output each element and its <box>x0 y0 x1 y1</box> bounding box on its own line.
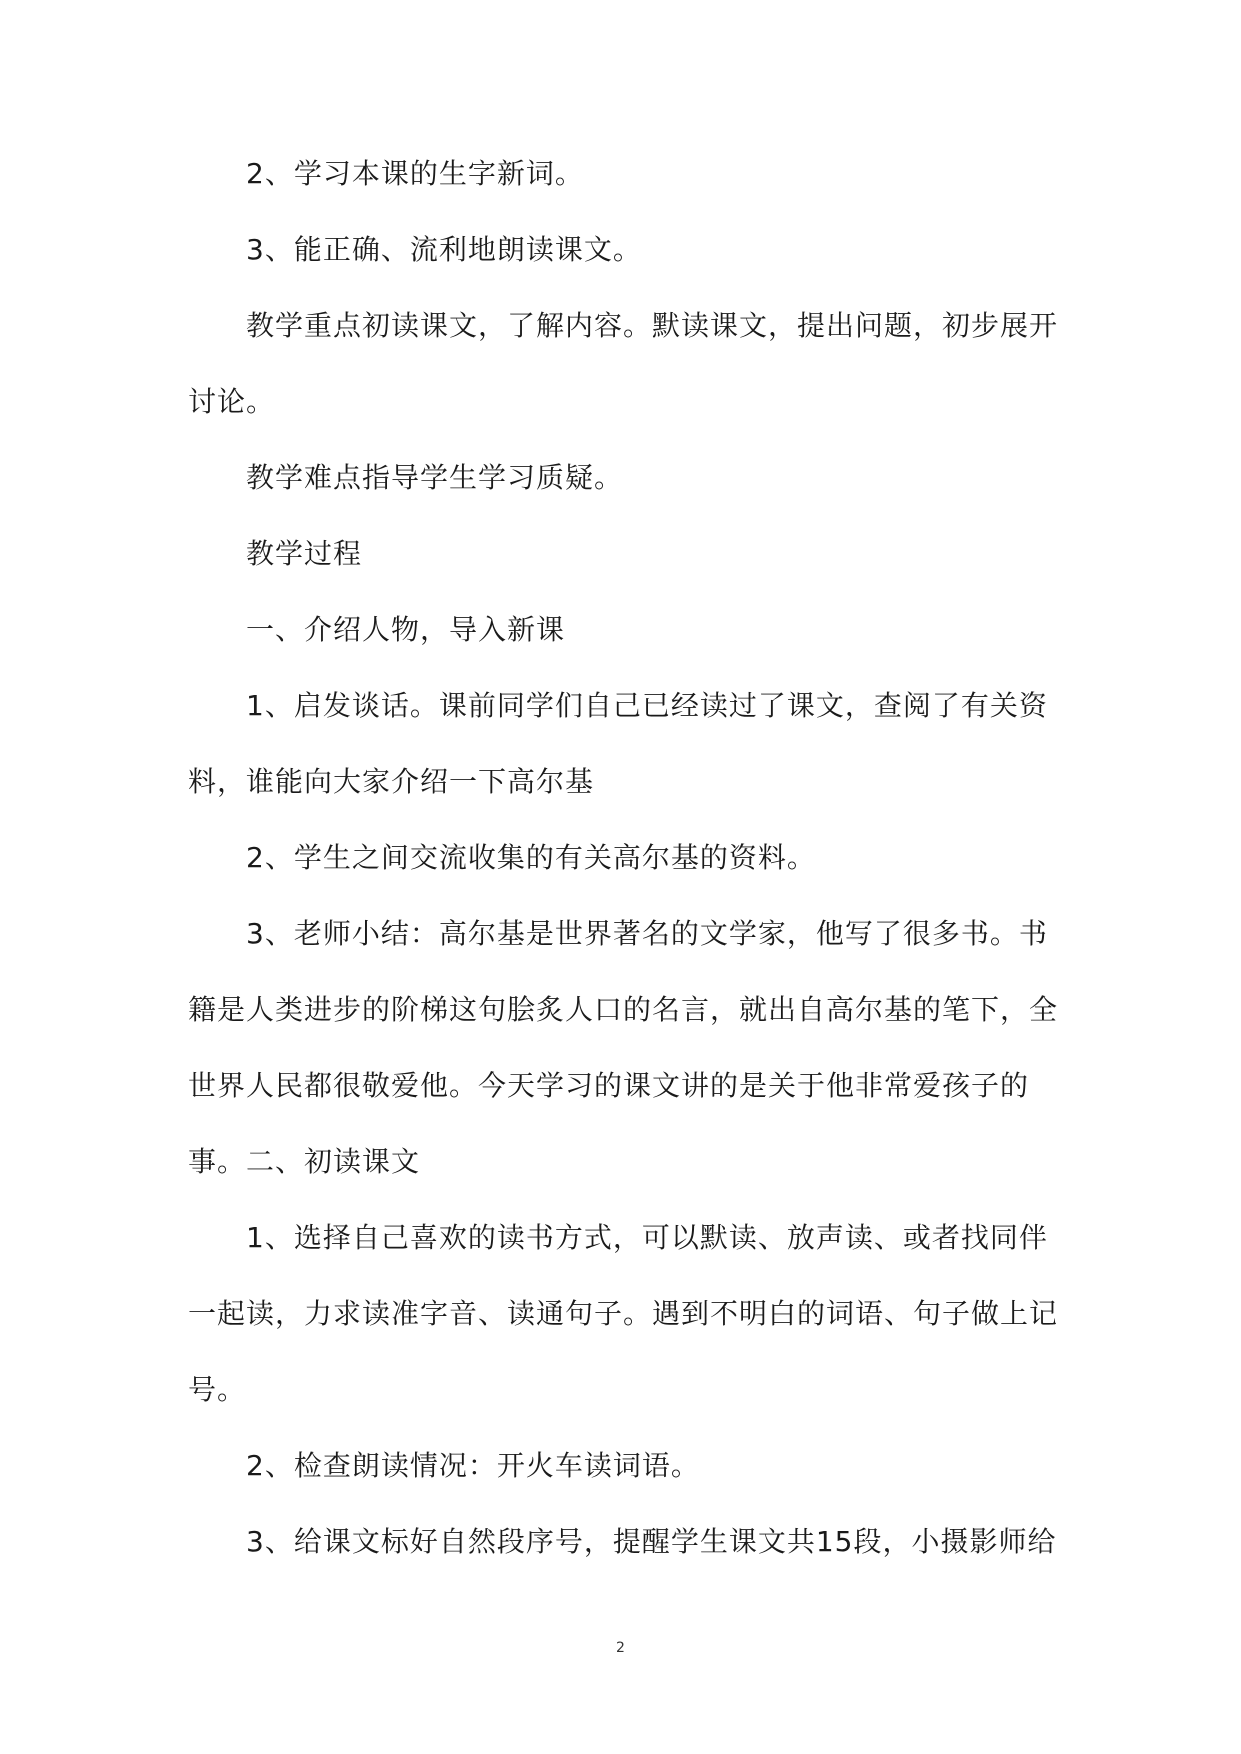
section-heading-part-one: 一、介绍人物，导入新课 <box>246 613 566 646</box>
paragraph-step-2-3: 3、给课文标好自然段序号，提醒学生课文共15段，小摄影师给 <box>246 1525 1057 1558</box>
section-heading-teaching-process: 教学过程 <box>246 537 363 570</box>
paragraph-step-1-3: 3、老师小结：高尔基是世界著名的文学家，他写了很多书。书籍是人类进步的阶梯这句脍炙人口的名言，就出自高尔基的笔下，全世界人民都很敬爱他。今天学习的课文讲的是关于他非常爱孩子的事。 <box>188 917 1059 1178</box>
paragraph-step-1-2: 2、学生之间交流收集的有关高尔基的资料。 <box>246 841 816 874</box>
paragraph-step-2-1: 1、选择自己喜欢的读书方式，可以默读、放声读、或者找同伴一起读，力求读准字音、读通句子。遇到不明白的词语、句子做上记号。 <box>188 1221 1059 1406</box>
paragraph-objective-3: 3、能正确、流利地朗读课文。 <box>246 233 642 266</box>
paragraph-teaching-difficulty: 教学难点指导学生学习质疑。 <box>246 461 624 494</box>
paragraph-step-1-1: 1、启发谈话。课前同学们自己已经读过了课文，查阅了有关资料，谁能向大家介绍一下高尔基 <box>188 689 1048 798</box>
paragraph-teaching-focus: 教学重点初读课文，了解内容。默读课文，提出问题，初步展开讨论。 <box>188 309 1059 418</box>
paragraph-step-2-2: 2、检查朗读情况：开火车读词语。 <box>246 1449 700 1482</box>
paragraph-objective-2: 2、学习本课的生字新词。 <box>246 157 584 190</box>
page-number: 2 <box>616 1640 625 1656</box>
section-heading-part-two: 二、初读课文 <box>246 1145 421 1178</box>
